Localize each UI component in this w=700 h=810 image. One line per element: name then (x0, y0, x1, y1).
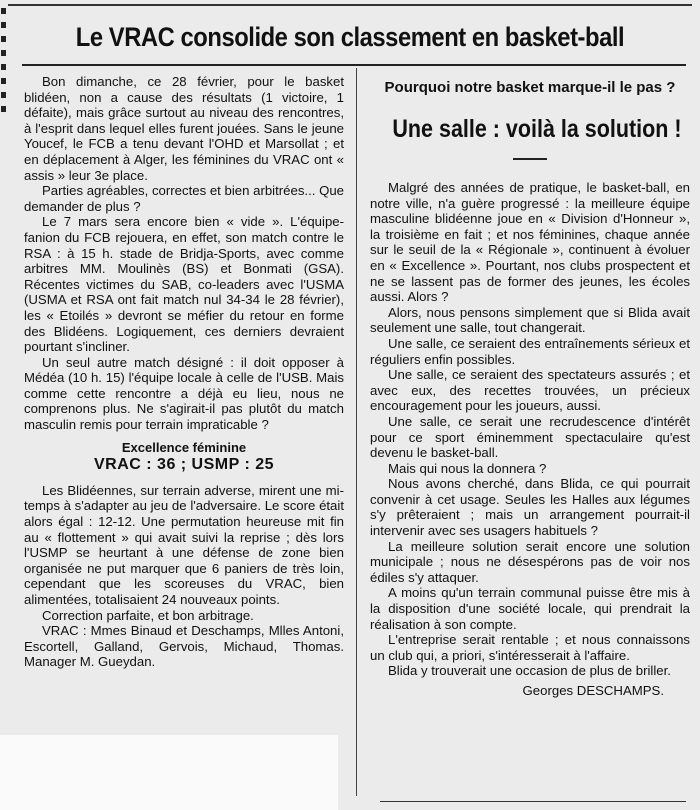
left-paragraph-7: VRAC : Mmes Binaud et Deschamps, Mlles Antoni, Escortell, Galland, Gervois, Michaud, Thomas. Manager M. Gueydan. (24, 623, 344, 670)
left-paragraph-3: Le 7 mars sera encore bien « vide ». L'équipe-fanion du FCB rejouera, en effet, son match contre le RSA : à 15 h. stade de Bridja-Sports, avec comme arbitres MM. Moulinès (BS) et Bonmati (GSA). Récentes victimes du SAB, co-leaders avec l'USMA (USMA et RSA ont fait match nul 34-34 le 28 février), les « Etoilés » devront se méfier du retour en forme des Blidéens. Logiquement, ces derniers devraient pourtant s'incliner. (24, 214, 344, 355)
right-paragraph-1: Malgré des années de pratique, le basket-ball, en notre ville, n'a guère progressé : la meilleure équipe masculine blidéenne joue en « Division d'Honneur », la troisième en fait ; et nos féminines, chaque année sur le seuil de la « Régionale », continuent à évoluer en « Excellence ». Pourtant, nos clubs prospectent et ne se lassent pas de former des jeunes, les écoles aussi. Alors ? (370, 180, 690, 305)
right-paragraph-7: Nous avons cherché, dans Blida, ce qui pourrait convenir à cet usage. Seules les Halles aux légumes s'y prêteraient ; mais un arrangement pourrait-il intervenir avec ses usagers habituels ? (370, 476, 690, 539)
left-paragraph-2: Parties agréables, correctes et bien arbitrées... Que demander de plus ? (24, 183, 344, 214)
match-score: VRAC : 36 ; USMP : 25 (93, 456, 275, 474)
right-column (370, 78, 690, 699)
left-paragraph-4: Un seul autre match désigné : il doit opposer à Médéa (10 h. 15) l'équipe locale à celle de l'USB. Mais comme cette rencontre a déjà eu lieu, nous ne comprenons plus. Ne s'agirait-il pas plutôt du match masculin remis pour terrain impraticable ? (24, 354, 344, 433)
headline: Le VRAC consolide son classement en basket-ball (75, 22, 625, 52)
headline-rule (22, 64, 686, 66)
edge-scan-marks (0, 0, 8, 200)
right-paragraph-4: Une salle, ce seraient des spectateurs assurés ; et avec eux, des recettes trouvées, un précieux encouragement pour les joueurs, aussi. (370, 367, 690, 414)
article-big-title: Une salle : voilà la solution ! (392, 115, 682, 143)
right-paragraph-11: Blida y trouverait une occasion de plus de briller. (388, 663, 671, 679)
blank-paper-patch (0, 735, 338, 810)
column-divider (356, 68, 357, 796)
bottom-rule (380, 801, 686, 802)
left-paragraph-1: Bon dimanche, ce 28 février, pour le basket blidéen, non a cause des résultats (1 victoire, 1 défaite), mais grâce surtout au niveau des rencontres, à l'esprit dans lequel elles furent jouées. Sans le jeune Youcef, le FCB a tenu devant l'OHD et Marsollat ; et en déplacement à Alger, les féminines du VRAC ont « assis » leur 3e place. (24, 74, 344, 183)
top-rule (8, 4, 692, 6)
right-paragraph-5: Une salle, ce serait une recrudescence d'intérêt pour ce sport éminemment spectaculaire qu'est devenu le basket-ball. (370, 413, 690, 461)
section-subhead: Excellence féminine (121, 439, 247, 455)
right-paragraph-9: A moins qu'un terrain communal puisse être mis à la disposition d'une société locale, qui prendrait la réalisation à son compte. (370, 585, 690, 632)
article-question: Pourquoi notre basket marque-il le pas ? (384, 79, 676, 96)
title-short-rule (513, 158, 547, 160)
left-paragraph-5: Les Blidéennes, sur terrain adverse, mirent une mi-temps à s'adapter au jeu de l'adversaire. Le score était alors égal : 12-12. Une permutation heureuse mit fin au « flottement » qui avait suivi la reprise ; dès lors l'USMP se heurtant à une défense de zone bien organisée ne put marquer que 6 paniers de très loin, cependant que les scoreuses du VRAC, bien alimentées, totalisaient 24 nouveaux points. (24, 482, 344, 607)
left-column (24, 74, 344, 670)
right-paragraph-10: L'entreprise serait rentable ; et nous connaissons un club qui, a priori, s'intéresserait à l'affaire. (370, 632, 690, 663)
right-paragraph-8: La meilleure solution serait encore une solution municipale ; nous ne désespérons pas de voir nos édiles s'y attaquer. (370, 538, 690, 585)
right-paragraph-6: Mais qui nous la donnera ? (388, 460, 547, 476)
author-signature: Georges DESCHAMPS. (522, 683, 664, 698)
right-paragraph-3: Une salle, ce seraient des entraînements sérieux et réguliers enfin possibles. (370, 335, 690, 367)
right-paragraph-2: Alors, nous pensons simplement que si Blida avait seulement une salle, tout changerait. (370, 304, 690, 336)
left-paragraph-6: Correction parfaite, et bon arbitrage. (42, 607, 254, 623)
